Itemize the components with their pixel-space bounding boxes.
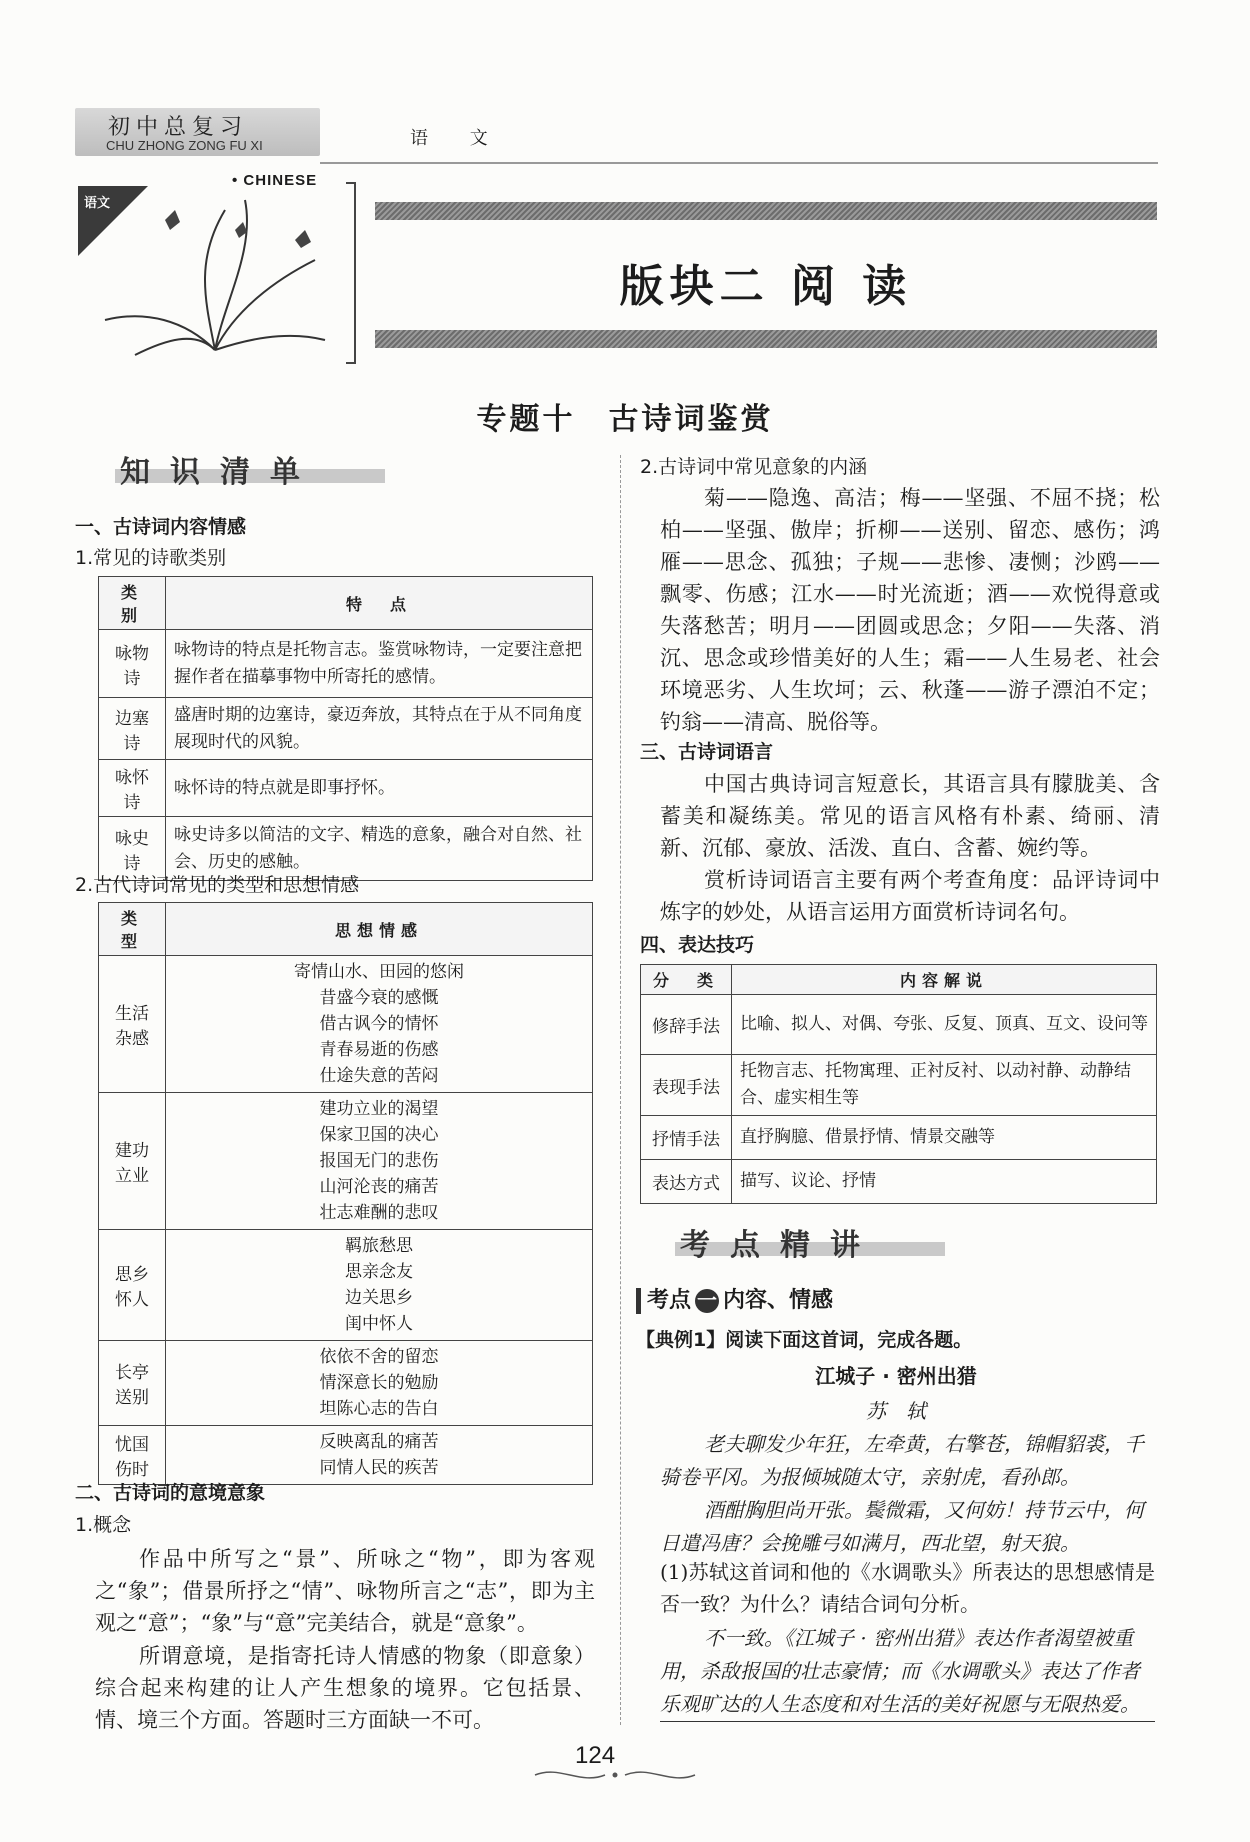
emotion-line: 边关思乡: [345, 1288, 413, 1308]
emotion-line: 反映离乱的痛苦: [319, 1432, 439, 1452]
question-1: (1)苏轼这首词和他的《水调歌头》所表达的思想感情是否一致？为什么？请结合词句分析。: [660, 1560, 1155, 1616]
table-poetry-categories: [98, 576, 593, 881]
emotion-line: 同情人民的疾苦: [319, 1458, 439, 1478]
table-cell-description: 比喻、拟人、对偶、夸张、反复、顶真、互文、设问等: [732, 995, 1157, 1055]
table-cell-description: 咏怀诗的特点就是即事抒怀。: [166, 760, 593, 817]
part2-heading: 二、古诗词的意境意象: [75, 1482, 266, 1504]
poem-author: 苏 轼: [866, 1399, 926, 1423]
table-cell-category: 咏怀诗: [99, 760, 166, 817]
emotion-line: 依依不舍的留恋: [319, 1347, 439, 1367]
corner-tag-text: 语文: [84, 196, 111, 211]
emotion-line: 山河沦丧的痛苦: [319, 1177, 439, 1197]
header-rule: [320, 162, 1158, 164]
table-row: [99, 956, 593, 1093]
table-row: [641, 1160, 1157, 1204]
part4-heading: 四、表达技巧: [640, 934, 755, 956]
table-row: [641, 1055, 1157, 1116]
sub2-heading: 2.古代诗词常见的类型和思想情感: [75, 874, 360, 896]
table-cell-category: 咏物诗: [99, 630, 166, 698]
table-header-cell: 内容解说: [732, 965, 1157, 995]
table-row: [641, 1116, 1157, 1160]
table-emotion-types: [98, 902, 593, 1485]
emotion-line: 思亲念友: [345, 1262, 413, 1282]
table-header-row: [641, 965, 1157, 995]
page-number: 124: [575, 1742, 616, 1769]
example-line: [636, 1325, 972, 1352]
table-header-row: [99, 903, 593, 956]
kaodian-number: 一: [697, 1288, 718, 1312]
sub1-heading: 1.常见的诗歌类别: [75, 547, 227, 569]
example-label: 【典例1】: [636, 1329, 726, 1351]
emotion-line: 青春易逝的伤感: [319, 1040, 439, 1060]
topic-title: 专题十 古诗词鉴赏: [476, 402, 774, 437]
example-text: 阅读下面这首词，完成各题。: [725, 1329, 973, 1351]
table-header-cell: 类 型: [99, 903, 166, 956]
table-cell-category: 边塞诗: [99, 698, 166, 760]
emotion-line: 仕途失意的苦闷: [319, 1066, 439, 1086]
title-bracket: [346, 182, 356, 364]
title-band-top: [375, 202, 1157, 220]
table-techniques: [640, 964, 1157, 1204]
table-cell-category: 咏史诗: [99, 817, 166, 881]
poem-stanza-1: 老夫聊发少年狂，左牵黄，右擎苍，锦帽貂裘，千骑卷平冈。为报倾城随太守，亲射虎，看孙郎。: [660, 1432, 1144, 1489]
table-header-cell: 分 类: [641, 965, 732, 995]
sub3-heading: 1.概念: [75, 1514, 132, 1536]
table-cell-description: 直抒胸臆、借景抒情、情景交融等: [732, 1116, 1157, 1160]
sub4-heading: 2.古诗词中常见意象的内涵: [640, 456, 868, 478]
kaodian-heading: [636, 1283, 833, 1314]
table-cell-emotions: [166, 1426, 593, 1485]
table-cell-category: 忧国伤时: [99, 1426, 166, 1485]
table-cell-description: 咏史诗多以简洁的文字、精选的意象，融合对自然、社会、历史的感触。: [166, 817, 593, 881]
footer-ornament: [530, 1765, 700, 1785]
table-row: [99, 1341, 593, 1426]
table-row: [99, 760, 593, 817]
table-cell-category: 表达方式: [641, 1160, 732, 1204]
block-title: 版块二 阅 读: [619, 261, 913, 312]
emotion-line: 报国无门的悲伤: [319, 1151, 439, 1171]
emotion-line: 昔盛今衰的感慨: [319, 988, 439, 1008]
paragraph-language: 中国古典诗词言短意长，其语言具有朦胧美、含蓄美和凝练美。常见的语言风格有朴素、绮丽、清新、沉郁、豪放、活泼、直白、含蓄、婉约等。: [660, 772, 1160, 860]
table-cell-emotions: [166, 1341, 593, 1426]
emotion-line: 壮志难酬的悲叹: [319, 1203, 439, 1223]
paragraph-concept: 作品中所写之“景”、所咏之“物”，即为客观之“象”；借景所抒之“情”、咏物所言之“志”，即为主观之“意”；“象”与“意”完美结合，就是“意象”。: [95, 1547, 595, 1635]
table-row: [99, 1093, 593, 1230]
table-cell-category: 长亭送别: [99, 1341, 166, 1426]
part3-heading: 三、古诗词语言: [640, 741, 774, 763]
paragraph-yijing: 所谓意境，是指寄托诗人情感的物象（即意象）综合起来构建的让人产生想象的境界。它包括景、情、境三个方面。答题时三方面缺一不可。: [95, 1644, 595, 1732]
emotion-line: 情深意长的勉励: [319, 1373, 439, 1393]
poem-stanza-2: 酒酣胸胆尚开张。鬓微霜，又何妨！持节云中，何日遣冯唐？会挽雕弓如满月，西北望，射天狼。: [660, 1498, 1144, 1555]
emotion-line: 闺中怀人: [345, 1314, 413, 1334]
subject-label: 语 文: [410, 128, 506, 149]
table-cell-description: 盛唐时期的边塞诗，豪迈奔放，其特点在于从不同角度展现时代的风貌。: [166, 698, 593, 760]
table-row: [99, 1230, 593, 1341]
table-cell-emotions: [166, 956, 593, 1093]
table-cell-category: 建功立业: [99, 1093, 166, 1230]
table-row: [99, 698, 593, 760]
column-divider: [620, 455, 621, 1725]
emotion-line: 保家卫国的决心: [319, 1125, 439, 1145]
title-band-bottom: [375, 330, 1157, 348]
emotion-line: 寄情山水、田园的悠闲: [294, 962, 464, 982]
emotion-line: 建功立业的渴望: [319, 1099, 439, 1119]
table-header-cell: 思想情感: [166, 903, 593, 956]
part1-heading: 一、古诗词内容情感: [75, 516, 247, 538]
series-title: 初中总复习: [108, 115, 249, 140]
table-cell-description: 描写、议论、抒情: [732, 1160, 1157, 1204]
table-cell-category: 思乡怀人: [99, 1230, 166, 1341]
orchid-illustration: [95, 190, 355, 360]
table-cell-category: 抒情手法: [641, 1116, 732, 1160]
series-pinyin: CHU ZHONG ZONG FU XI: [106, 138, 263, 153]
table-cell-emotions: [166, 1093, 593, 1230]
answer-1: 不一致。《江城子 · 密州出猎》表达作者渴望被重用，杀敌报国的壮志豪情；而《水调歌头》表达了作者乐观旷达的人生态度和对生活的美好祝愿与无限热爱。: [660, 1622, 1155, 1722]
table-cell-category: 修辞手法: [641, 995, 732, 1055]
section-head-knowledge: 知识清单: [120, 447, 320, 487]
emotion-line: 坦陈心志的告白: [319, 1399, 439, 1419]
table-row: [99, 1426, 593, 1485]
kaodian-title: 内容、情感: [723, 1288, 834, 1313]
section-head-key-points: 考点精讲: [680, 1220, 880, 1260]
emotion-line: 借古讽今的情怀: [319, 1014, 439, 1034]
table-cell-category: 生活杂感: [99, 956, 166, 1093]
table-cell-description: 咏物诗的特点是托物言志。鉴赏咏物诗，一定要注意把握作者在描摹事物中所寄托的感情。: [166, 630, 593, 698]
table-cell-description: 托物言志、托物寓理、正衬反衬、以动衬静、动静结合、虚实相生等: [732, 1055, 1157, 1116]
table-cell-category: 表现手法: [641, 1055, 732, 1116]
table-cell-emotions: [166, 1230, 593, 1341]
table-row: [99, 630, 593, 698]
paragraph-imagery: 菊——隐逸、高洁；梅——坚强、不屈不挠；松柏——坚强、傲岸；折柳——送别、留恋、感伤；鸿雁——思念、孤独；子规——悲惨、凄恻；沙鸥——飘零、伤感；江水——时光流逝；酒——欢悦得意或失落愁苦；明月——团圆或思念；夕阳——失落、消沉、思念或珍惜美好的人生；霜——人生易老、社会环境恶劣、人生坎坷；云、秋蓬——游子漂泊不定；钓翁——清高、脱俗等。: [660, 486, 1160, 734]
emotion-line: 羁旅愁思: [345, 1236, 413, 1256]
table-header-row: [99, 577, 593, 630]
paragraph-language-angles: 赏析诗词语言主要有两个考查角度：品评诗词中炼字的妙处，从语言运用方面赏析诗词名句。: [660, 868, 1160, 924]
kaodian-bar: [636, 1288, 641, 1314]
english-subject: • CHINESE: [232, 172, 318, 189]
table-header-cell: 特 点: [166, 577, 593, 630]
table-header-cell: 类 别: [99, 577, 166, 630]
poem-title: 江城子 · 密州出猎: [815, 1364, 977, 1388]
table-row: [641, 995, 1157, 1055]
kaodian-label: 考点: [647, 1288, 692, 1313]
